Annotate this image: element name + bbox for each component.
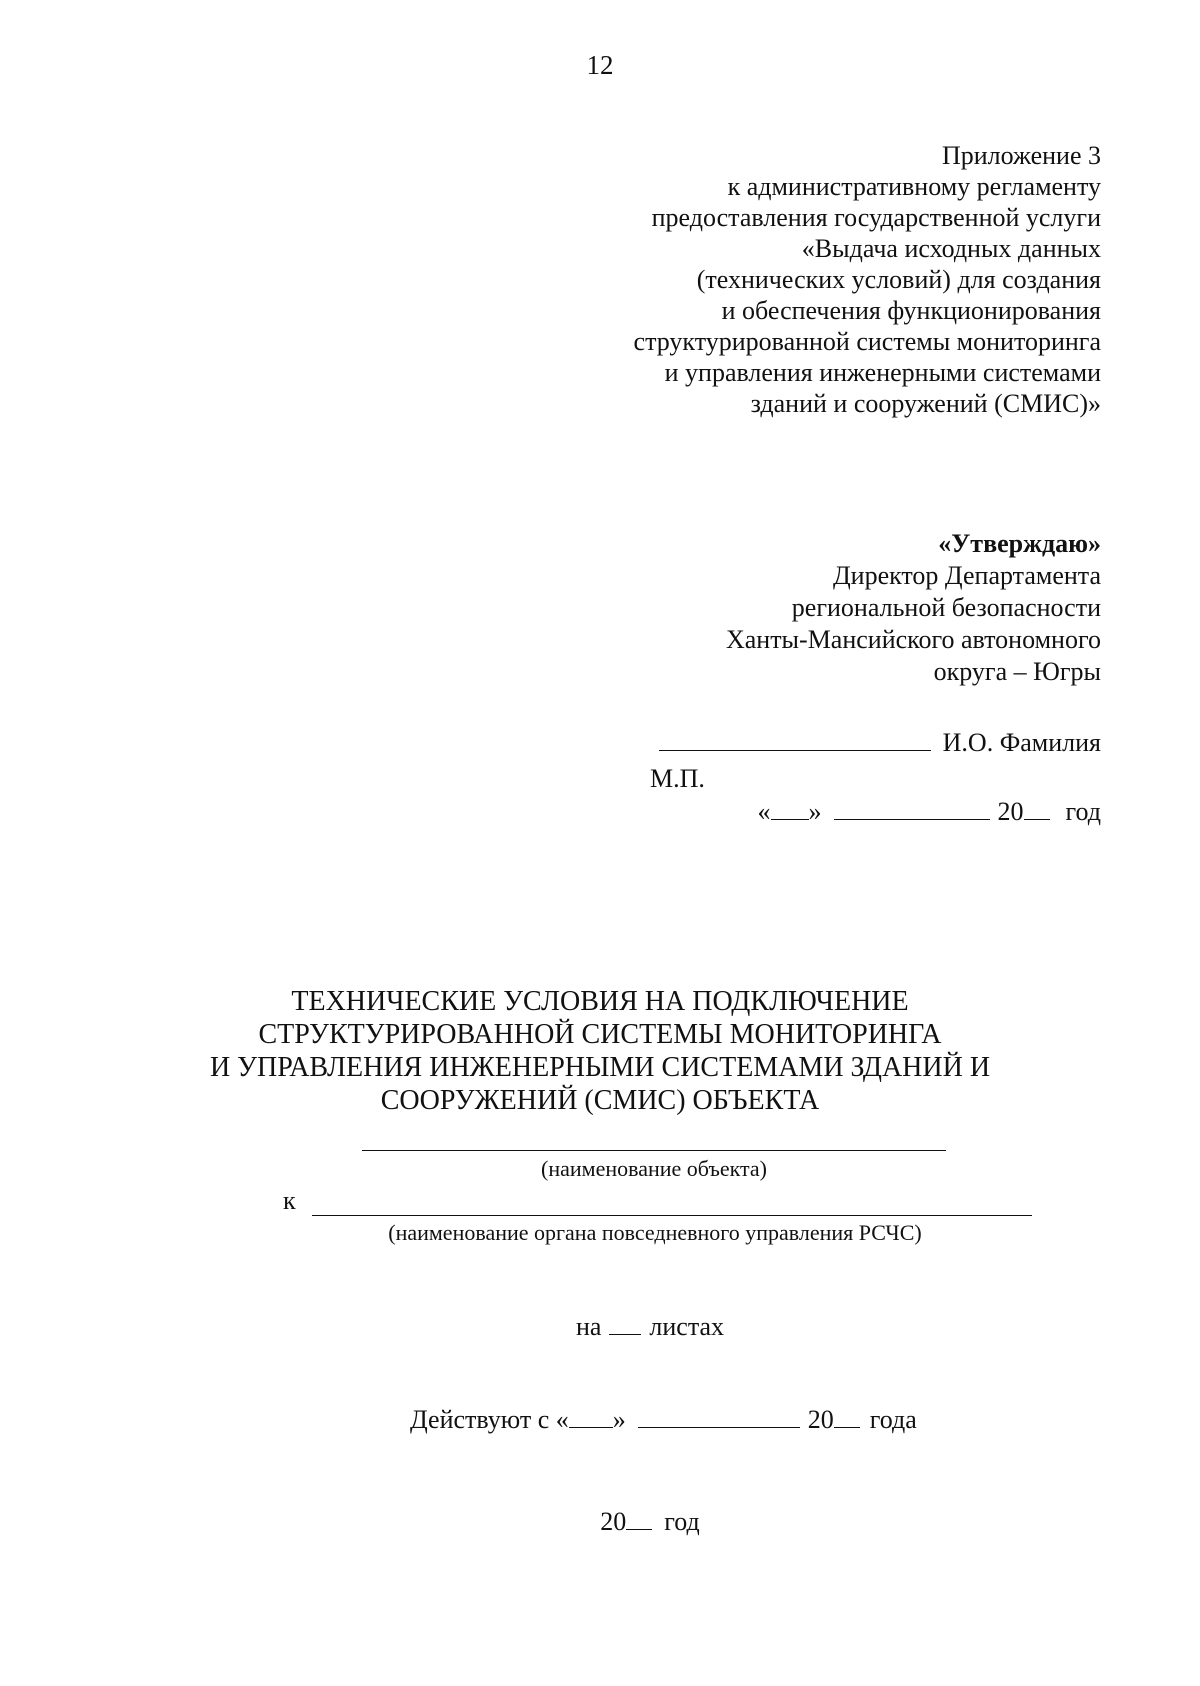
date-open-quote: « xyxy=(757,797,771,826)
date-year-blank xyxy=(1024,818,1050,820)
appendix-line: предоставления государственной услуги xyxy=(651,203,1101,232)
validity-row xyxy=(410,1405,917,1435)
footer-year-row xyxy=(0,1507,1200,1537)
approval-line: Директор Департамента xyxy=(832,561,1101,590)
footer-year-prefix: 20 xyxy=(600,1507,627,1536)
appendix-line: «Выдача исходных данных xyxy=(801,234,1101,263)
approval-date-row xyxy=(758,797,1102,827)
validity-year-blank xyxy=(834,1426,860,1428)
appendix-line: структурированной системы мониторинга xyxy=(633,327,1101,356)
appendix-line: к административному регламенту xyxy=(727,172,1101,201)
footer-year-word: год xyxy=(664,1507,700,1536)
approval-line: округа – Югры xyxy=(933,657,1101,686)
date-close-quote: » xyxy=(808,797,822,826)
approval-line: Ханты-Мансийского автономного xyxy=(725,625,1101,654)
footer-year-blank xyxy=(626,1528,652,1530)
date-day-blank xyxy=(771,818,809,820)
appendix-line: и обеспечения функционирования xyxy=(721,296,1101,325)
object-name-blank xyxy=(362,1150,946,1151)
sheets-count-row xyxy=(0,1312,1200,1342)
validity-close-quote: » xyxy=(612,1405,626,1434)
sheets-suffix: листах xyxy=(649,1312,725,1341)
document-title-line: СООРУЖЕНИЙ (СМИС) ОБЪЕКТА xyxy=(380,1085,820,1116)
appendix-line: и управления инженерными системами xyxy=(664,358,1101,387)
recipient-prefix: к xyxy=(283,1186,296,1215)
recipient-row xyxy=(283,1186,1032,1216)
appendix-line: Приложение 3 xyxy=(941,141,1101,170)
document-title-line: И УПРАВЛЕНИЯ ИНЖЕНЕРНЫМИ СИСТЕМАМИ ЗДАНИЙ И xyxy=(209,1052,991,1083)
appendix-line: зданий и сооружений (СМИС)» xyxy=(750,389,1101,418)
document-title-line: ТЕХНИЧЕСКИЕ УСЛОВИЯ НА ПОДКЛЮЧЕНИЕ xyxy=(291,986,909,1017)
date-year-prefix: 20 xyxy=(997,797,1024,826)
recipient-caption: (наименование органа повседневного управления РСЧС) xyxy=(388,1220,922,1245)
signature-blank xyxy=(659,749,931,751)
validity-year-prefix: 20 xyxy=(807,1405,834,1434)
document-title-line: СТРУКТУРИРОВАННОЙ СИСТЕМЫ МОНИТОРИНГА xyxy=(258,1019,942,1050)
approval-block xyxy=(726,528,1101,688)
validity-month-blank xyxy=(638,1426,800,1428)
date-year-word: год xyxy=(1065,797,1101,826)
document-title xyxy=(0,985,1200,1117)
validity-prefix: Действуют с « xyxy=(410,1405,569,1434)
approval-line: региональной безопасности xyxy=(791,593,1101,622)
approval-title: «Утверждаю» xyxy=(938,529,1101,558)
recipient-blank xyxy=(312,1189,1032,1216)
object-name-caption: (наименование объекта) xyxy=(541,1156,767,1181)
signature-row xyxy=(659,728,1101,758)
validity-year-word: года xyxy=(869,1405,917,1434)
validity-day-blank xyxy=(569,1426,613,1428)
appendix-header xyxy=(634,140,1101,419)
stamp-place-label: М.П. xyxy=(650,764,705,793)
sheets-count-blank xyxy=(609,1333,641,1335)
signatory-name: И.О. Фамилия xyxy=(942,728,1101,757)
appendix-line: (технических условий) для создания xyxy=(696,265,1101,294)
page-number: 12 xyxy=(586,50,614,80)
sheets-prefix: на xyxy=(575,1312,602,1341)
date-month-blank xyxy=(834,818,990,820)
